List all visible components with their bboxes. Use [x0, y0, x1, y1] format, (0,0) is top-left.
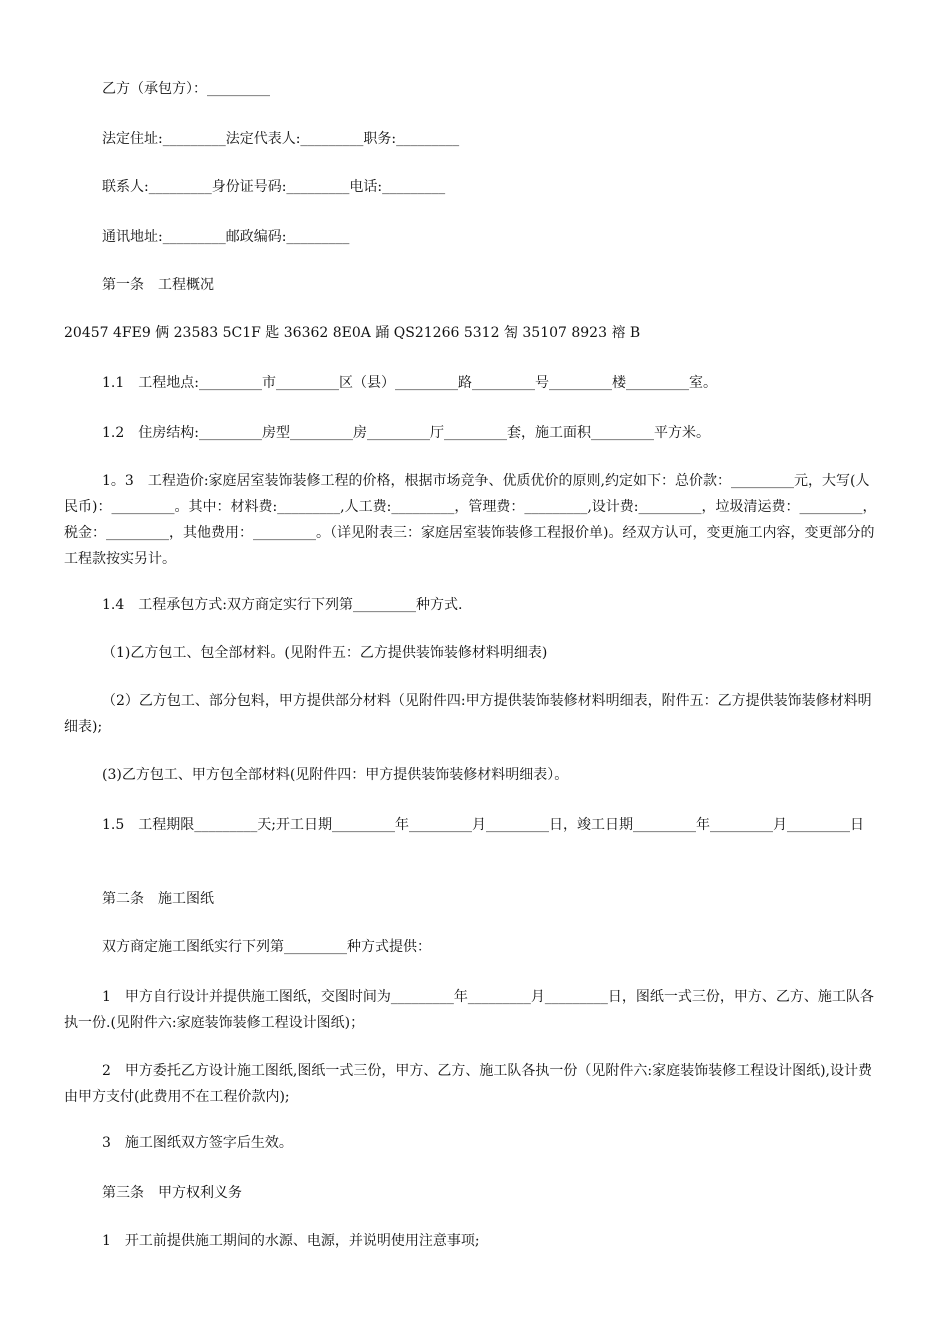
clause-1-4: 1.4 工程承包方式:双方商定实行下列第_________种方式. [102, 597, 463, 613]
drawing-item-3: 3 施工图纸双方签字后生效。 [102, 1135, 293, 1151]
legal-address-line: 法定住址:_________法定代表人:_________职务:_________ [102, 131, 460, 147]
option-3: (3)乙方包工、甲方包全部材料(见附件四：甲方提供装饰装修材料明细表）。 [102, 767, 569, 783]
clause-1-2: 1.2 住房结构:_________房型_________房_________厅_________套，施工面积_________平方米。 [102, 425, 710, 441]
garbled-code-line: 20457 4FE9 俩 23583 5C1F 匙 36362 8E0A 踊 QS21266 5312 匒 35107 8923 褣 B [64, 325, 641, 341]
section-3-heading: 第三条 甲方权利义务 [102, 1185, 242, 1201]
section-1-heading: 第一条 工程概况 [102, 277, 214, 293]
party-b-line: 乙方（承包方）：_________ [102, 81, 270, 97]
contact-line: 联系人:_________身份证号码:_________电话:_________ [102, 179, 446, 195]
clause-1-1: 1.1 工程地点:_________市_________区（县）_________路_________号_________楼_________室。 [102, 375, 717, 391]
option-1: （1)乙方包工、包全部材料。(见附件五：乙方提供装饰装修材料明细表) [102, 645, 548, 661]
clause-1-5: 1.5 工程期限_________天;开工日期_________年_________月_________日，竣工日期_________年_________月_________日 [102, 817, 864, 833]
drawing-method-line: 双方商定施工图纸实行下列第_________种方式提供： [102, 939, 431, 955]
drawing-item-2: 2 甲方委托乙方设计施工图纸,图纸一式三份，甲方、乙方、施工队各执一份（见附件六:家庭装饰装修工程设计图纸),设计费由甲方支付(此费用不在工程价款内); [64, 1063, 872, 1105]
drawing-item-1: 1 甲方自行设计并提供施工图纸，交图时间为_________年_________月_________日，图纸一式三份，甲方、乙方、施工队各执一份.(见附件六:家庭装饰装修工程设计图纸)； [64, 989, 874, 1031]
clause-1-3: 1。3 工程造价:家庭居室装饰装修工程的价格，根据市场竞争、优质优价的原则,约定如下：总价款：_________元，大写(人民币)：_________。其中：材料费:_________,人工费:_________，管理费：_________,设计费:_________，垃圾清运费：_________，税金：_________，其他费用：_________。（详见附表三：家庭居室装饰装修工程报价单)。经双方认可，变更施工内容，变更部分的工程款按实另计。 [64, 473, 877, 567]
option-2: （2）乙方包工、部分包料，甲方提供部分材料（见附件四:甲方提供装饰装修材料明细表，附件五：乙方提供装饰装修材料明细表); [64, 693, 872, 735]
mailing-address-line: 通讯地址:_________邮政编码:_________ [102, 229, 350, 245]
party-a-duty-1: 1 开工前提供施工期间的水源、电源，并说明使用注意事项; [102, 1233, 480, 1249]
section-2-heading: 第二条 施工图纸 [102, 891, 214, 907]
